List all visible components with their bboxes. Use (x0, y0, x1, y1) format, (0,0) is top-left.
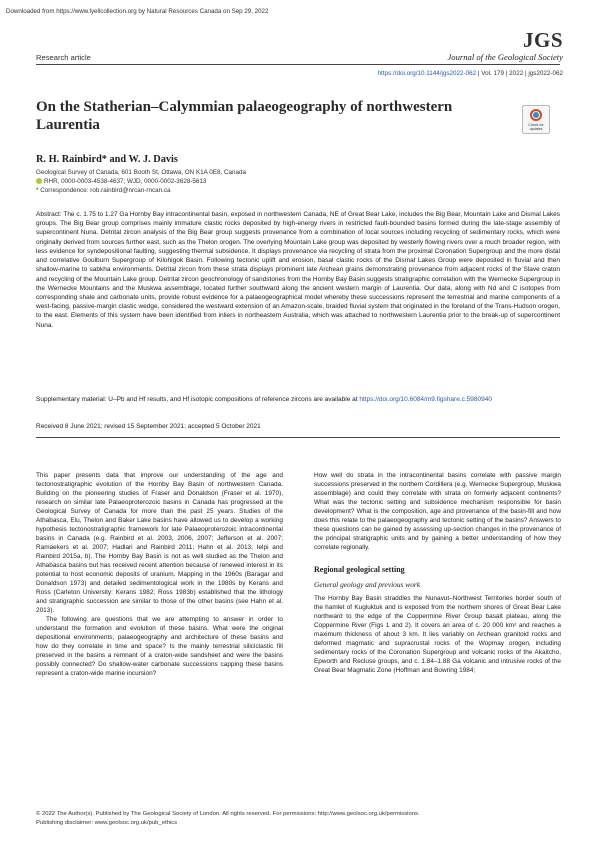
orcid-line (36, 178, 246, 187)
badge-dot (533, 112, 539, 118)
supplementary-link[interactable]: https://doi.org/10.6084/m9.figshare.c.5980940 (359, 396, 492, 403)
abstract-label: Abstract: (36, 211, 62, 218)
supplementary-text: Supplementary material: U–Pb and Hf results, and Hf isotopic compositions of reference zircons are available at (36, 396, 360, 403)
article-title: On the Statherian–Calymmian palaeogeography of northwestern Laurentia (36, 99, 453, 133)
copyright-line: © 2022 The Author(s). Published by The Geological Society of London. All rights reserved. For permissions: http://www.geolsoc.org.uk/permissions. (36, 811, 420, 817)
abstract (36, 210, 560, 330)
received-dates: Received 8 June 2021; revised 15 September 2021; accepted 5 October 2021 (36, 423, 261, 430)
body-paragraph: The Hornby Bay Basin straddles the Nunavut–Northwest Territories border south of the hamlet of Kugluktuk and is exposed from the northern shores of Great Bear Lake northward to the edge of the Coppermine River Group basalt plateau, along the Coppermine River (Figs 1 and 2). It covers an area of c. 20 000 km² and reaches a maximum thickness of about 3 km. It lies variably on Archean granitoid rocks and deformed magmatic and supracrustal rocks of the Wopmay orogen, including sedimentary rocks of the Coronation Supergroup and volcanic rocks of the Akaitcho, Epworth and Recluse groups, and c. 1.84–1.88 Ga volcanic and intrusive rocks of the Great Bear Magmatic Zone (Hoffman and Bowring 1984; (314, 595, 561, 675)
affiliation-block (36, 169, 246, 196)
affiliation: Geological Survey of Canada, 601 Booth St, Ottawa, ON K1A 0E8, Canada (36, 169, 247, 176)
disclaimer-line: Publishing disclaimer: www.geolsoc.org.uk/pub_ethics (36, 819, 178, 826)
orcid-icon[interactable] (36, 178, 42, 184)
supplementary-material (36, 395, 560, 404)
footer (36, 810, 420, 827)
badge-label: Check for updates (528, 123, 544, 131)
subsection-heading: General geology and previous work (314, 580, 421, 590)
check-for-updates-badge[interactable] (522, 105, 550, 134)
body-paragraph: This paper presents data that improve our understanding of the age and tectonostratigraphic evolution of the Hornby Bay Basin of northwestern Canada. Building on the pioneering studies of Fraser and Donaldson (Fraser et al. 1970), research on similar late Palaeoproterozoic basins in Canada has progressed at the Geological Survey of Canada for more than the past 25 years. Studies of the Athabasca, Elu, Thelon and Baker Lake basins have allowed us to develop a working hypothesis tectonostratigraphic framework for late Palaeoproterozoic intracontinental basins in Canada (e.g. Rainbird et al. 2003, 2006, 2007; Jefferson et al. 2007; Ramaekers et al. 2007; Hadlari and Rainbird 2011; Hahn et al. 2013; Ielpi and Rainbird 2015a, b). The Hornby Bay Basin is not as well studied as the Thelon and Athabasca basins but has received recent attention because of renewed interest in its potential to host economic deposits of uranium. Mapping in the 1960s (Baragar and Donaldson 1973) and detailed sedimentological work in the 1980s by Kerans and Ross (Carleton University: Kerans 1982; Ross 1983b) established that the lithology and stratigraphic succession are similar to those of the other basins (see Hahn et al. 2013). (36, 472, 283, 615)
orcid-text: RHR, 0000-0003-4538-4637; WJD, 0000-0002-3628-5613 (44, 177, 207, 185)
section-label: Research article (36, 53, 91, 62)
left-column (36, 471, 283, 678)
correspondence: * Correspondence: rob.rainbird@nrcan-rncan.ca (36, 186, 171, 194)
authors: R. H. Rainbird* and W. J. Davis (36, 154, 178, 165)
download-note: Downloaded from https://www.lyellcollection.org by Natural Resources Canada on Sep 29, 2022 (6, 8, 269, 15)
citation-rest: | Vol. 179 | 2022 | jgs2022-062 (476, 70, 563, 77)
citation-line (378, 70, 563, 77)
body-paragraph: How well do strata in the intracontinental basins correlate with passive margin successions preserved in the northern Cordillera (e.g. Wernecke Supergroup, Muskwa assemblage) and could they correlate with strata on formerly adjacent continents? What was the tectonic setting and subsidence mechanism responsible for basin development? What is the composition, age and provenance of the basin-fill and how does this relate to the palaeogeography and tectonic setting of the basins? Answers to these questions can be gained by assessing up-section changes in the provenance of the principal stratigraphic units and by gaining a better understanding of how they correlate regionally. (314, 472, 561, 552)
body-divider (36, 437, 560, 438)
body-paragraph: The following are questions that we are attempting to answer in order to understand the formation and evolution of these basins. What were the original depositional environments, palaeogeography and architecture of these basins and how do they correlate in time and space? Is the mainly terrestrial siliciclastic fill preserved in the basins a remnant of a craton-wide sandsheet and were the basins possibly connected? Do shallow-water carbonate successions capping these basins represent a craton-wide marine incursion? (36, 616, 283, 678)
journal-name: Journal of the Geological Society (447, 52, 563, 62)
header-divider (36, 64, 560, 65)
journal-logo: JGS (522, 28, 563, 52)
section-heading: Regional geological setting (314, 565, 405, 575)
right-column (314, 471, 561, 675)
doi-link[interactable]: https://doi.org/10.1144/jgs2022-062 (377, 70, 477, 77)
abstract-text: The c. 1.75 to 1.27 Ga Hornby Bay intracontinental basin, exposed in northwestern Canada, NE of Great Bear Lake, includes the Big Bear, Mountain Lake and Dismal Lakes groups. The Big Bear group comprises mainly immature clastic rocks deposited by high-energy rivers in restricted fault-bounded basins formed during the late-stage assembly of supercontinent Nuna. Detrital zircon analysis of the Big Bear group suggests provenance from a combination of local sources including recycling of sedimentary rocks, which were originally derived from sources further east, such as the Thelon orogen. The overlying Mountain Lake group was deposited by westerly flowing rivers over a much broader region, with less evidence for syndepositional faulting, suggesting thermal subsidence. It displays provenance via recycling of strata from the proximal Coronation Supergroup and the more distal and correlative Goulburn Supergroup of Kilohigok Basin. Following tectonic uplift and erosion, basal clastic rocks of the Dismal Lakes Group were deposited in fluvial and then shallow-marine to sabkha environments. Detrital zircon from these strata displays prominent late Archean grains demonstrating provenance from adjacent rocks of the Slave craton and recycling of the Mountain Lake group. Detrital zircon geochronology of sandstones from the Hornby Bay Basin suggests stratigraphic correlation with the Wernecke Supergroup in the Wernecke Mountains and the Muskwa assemblage, located further southward along the ancient western margin of Laurentia. Our data, along with Nd and C isotopes from corresponding shale and carbonate units, provide robust evidence for a palaeogeographical model whereby these successions represent the terrestrial and marine components of a west-facing, passive-margin clastic wedge, considered the westward extension of an Amazon-scale, braided fluvial system that originated in the foreland of the Trans-Hudson orogen, to the east. Elements of this system have been identified from inliers in northeastern Australia, which was attached to northwestern Laurentia prior to the break-up of supercontinent Nuna. (36, 211, 560, 329)
